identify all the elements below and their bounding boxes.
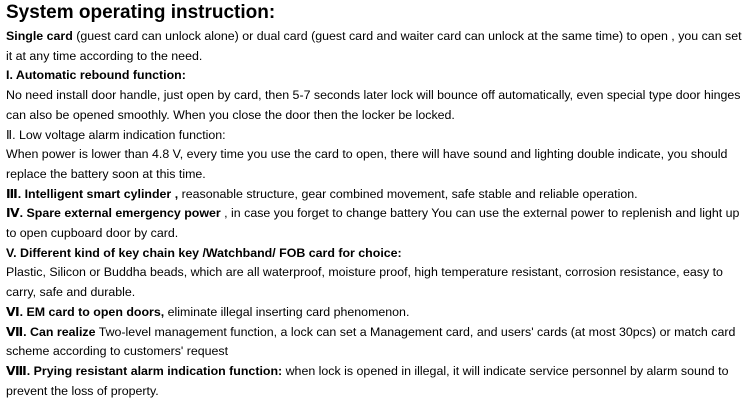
document-title: System operating instruction: <box>6 2 276 23</box>
section-2-body: When power is lower than 4.8 V, every time you use the card to open, there will have sound and lighting double indicate, you should replace the battery soon at this time. <box>6 147 728 181</box>
section-1-body: No need install door handle, just open by card, then 5-7 seconds later lock will bounce off automatically, even special type door hinges can also be opened smoothly. When you close the door then the locker be locked. <box>6 88 741 122</box>
intro-text: (guest card can unlock alone) or dual card (guest card and waiter card can unlock at the same time) to open , you can set it at any time according to the need. <box>6 29 742 63</box>
section-8-body: when lock is opened in illegal, it will indicate service personnel by alarm sound to prevent the loss of property. <box>6 363 729 398</box>
section-8-heading: Ⅷ. Prying resistant alarm indication function: <box>6 363 283 378</box>
section-7-body: Two-level management function, a lock can set a Management card, and users' cards (at most 30pcs) or match card scheme according to customers' request <box>6 324 736 359</box>
section-5-body: Plastic, Silicon or Buddha beads, which are all waterproof, moisture proof, high temperature resistant, corrosion resistance, easy to carry, safe and durable. <box>6 265 723 300</box>
section-7-heading: Ⅶ. Can realize <box>6 324 96 339</box>
section-4-heading: Ⅳ. Spare external emergency power <box>6 206 221 221</box>
section-3-heading: Ⅲ. Intelligent smart cylinder , <box>6 186 179 201</box>
section-8 <box>6 362 744 401</box>
intro-bold: Single card <box>6 29 73 43</box>
section-4-body: , in case you forget to change battery You can use the external power to replenish and light up to open cupboard door by card. <box>6 206 740 241</box>
document-body <box>6 27 744 401</box>
section-7 <box>6 323 744 362</box>
section-3 <box>6 185 744 205</box>
section-6-body: eliminate illegal inserting card phenomenon. <box>164 304 410 319</box>
section-2-heading: Ⅱ. Low voltage alarm indication function: <box>6 127 226 142</box>
section-5-heading: V. Different kind of key chain key /Watchband/ FOB card for choice: <box>6 245 402 260</box>
intro-paragraph <box>6 27 744 66</box>
section-4 <box>6 204 744 243</box>
section-3-body: reasonable structure, gear combined movement, safe stable and reliable operation. <box>178 186 638 201</box>
section-1-heading: I. Automatic rebound function: <box>6 68 186 83</box>
section-6 <box>6 303 744 323</box>
section-6-heading: Ⅵ. EM card to open doors, <box>6 304 165 319</box>
